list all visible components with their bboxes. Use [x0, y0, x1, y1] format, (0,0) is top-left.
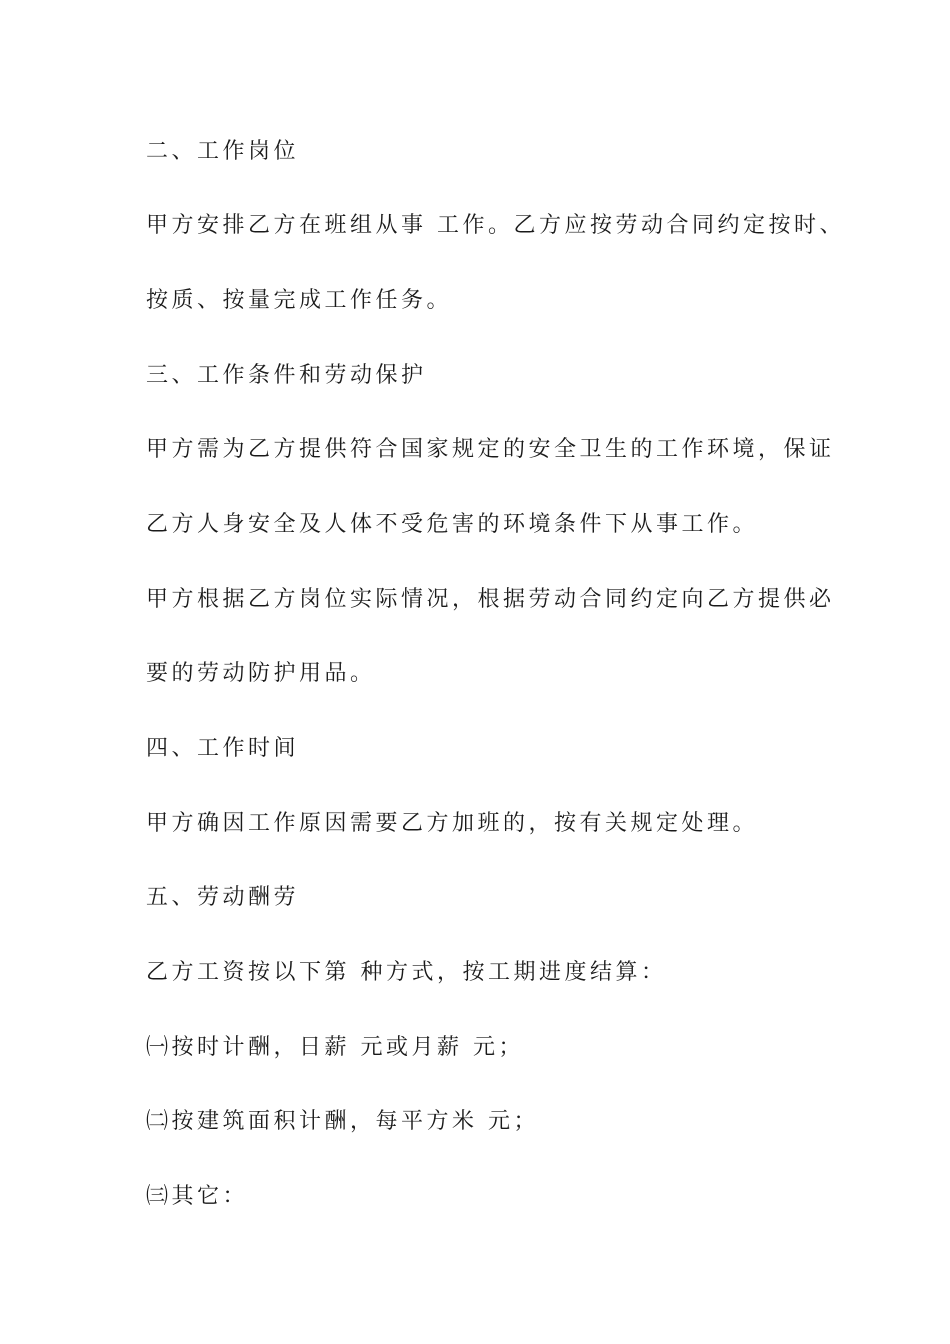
paragraph-line: 乙方工资按以下第 种方式，按工期进度结算： — [146, 960, 667, 985]
paragraph-line: 甲方安排乙方在班组从事 工作。乙方应按劳动合同约定按时、 — [146, 213, 845, 238]
paragraph-line: 按质、按量完成工作任务。 — [146, 288, 453, 313]
paragraph-line: 甲方需为乙方提供符合国家规定的安全卫生的工作环境，保证 — [146, 437, 835, 462]
section-heading-work-time: 四、工作时间 — [146, 736, 300, 761]
list-item-option-2: ㈡按建筑面积计酬，每平方米 元； — [146, 1109, 539, 1134]
list-item-option-1: ㈠按时计酬，日薪 元或月薪 元； — [146, 1035, 524, 1060]
section-heading-remuneration: 五、劳动酬劳 — [146, 885, 300, 910]
list-item-option-3: ㈢其它： — [146, 1184, 249, 1209]
section-heading-work-position: 二、工作岗位 — [146, 139, 300, 164]
paragraph-line: 乙方人身安全及人体不受危害的环境条件下从事工作。 — [146, 512, 759, 537]
paragraph-line: 甲方根据乙方岗位实际情况，根据劳动合同约定向乙方提供必 — [146, 587, 835, 612]
paragraph-line: 甲方确因工作原因需要乙方加班的，按有关规定处理。 — [146, 811, 759, 836]
paragraph-line: 要的劳动防护用品。 — [146, 661, 376, 686]
section-heading-work-conditions: 三、工作条件和劳动保护 — [146, 363, 427, 388]
